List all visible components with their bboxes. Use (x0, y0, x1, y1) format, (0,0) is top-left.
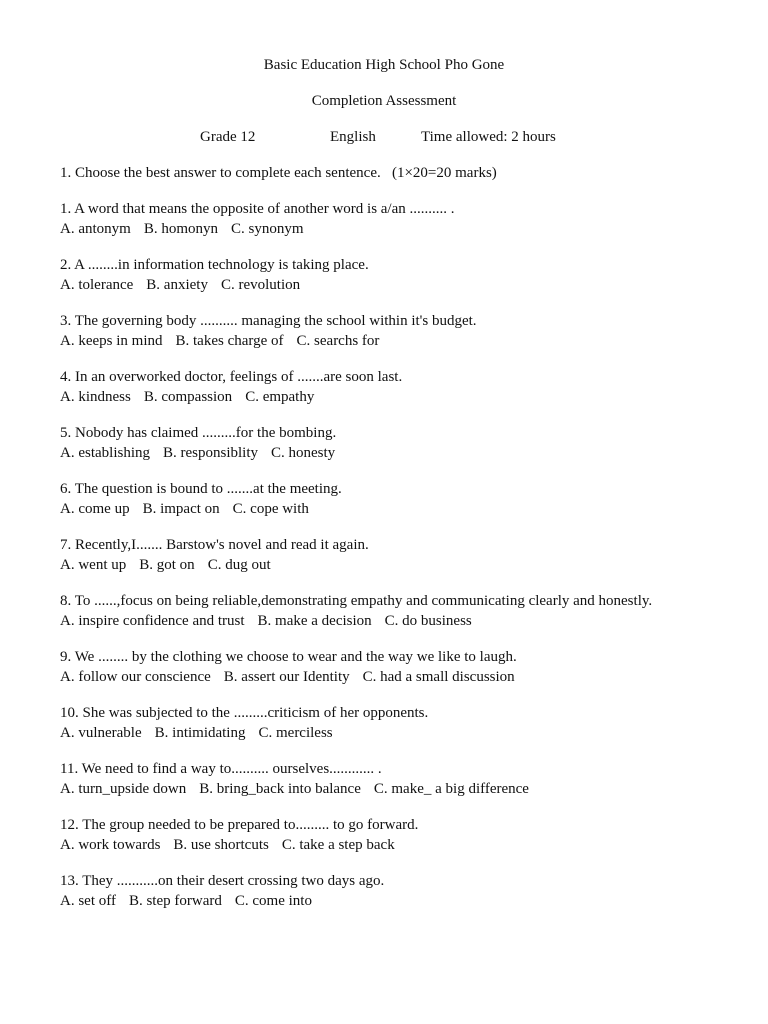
answer-options (60, 331, 680, 351)
question-item (60, 535, 680, 575)
time-allowed-label: Time allowed: 2 hours (421, 129, 556, 145)
answer-option: B. assert our Identity (223, 669, 350, 685)
question-stem: 12. The group needed to be prepared to......... to go forward. (60, 817, 419, 833)
answer-option: C. make_ a big difference (373, 781, 529, 797)
answer-option: B. got on (139, 557, 195, 573)
question-stem: 1. A word that means the opposite of another word is a/an .......... . (60, 201, 455, 217)
answer-options (60, 835, 680, 855)
question-item (60, 479, 680, 519)
question-stem: 6. The question is bound to .......at the meeting. (60, 481, 342, 497)
answer-option: C. revolution (220, 277, 301, 293)
answer-option: A. turn_upside down (60, 781, 187, 797)
answer-option: A. tolerance (60, 277, 134, 293)
answer-option: B. make a decision (257, 613, 372, 629)
answer-options (60, 219, 680, 239)
question-item (60, 199, 680, 239)
answer-options (60, 723, 680, 743)
subject-label: English (330, 129, 376, 145)
question-item (60, 591, 680, 631)
question-stem: 10. She was subjected to the .........criticism of her opponents. (60, 705, 429, 721)
question-item (60, 255, 680, 295)
answer-option: C. take a step back (281, 837, 395, 853)
answer-options (60, 443, 680, 463)
question-stem: 13. They ...........on their desert crossing two days ago. (60, 873, 385, 889)
answer-option: C. come into (234, 893, 312, 909)
answer-option: C. synonym (231, 221, 304, 237)
answer-option: A. work towards (60, 837, 161, 853)
grade-label: Grade 12 (200, 129, 256, 145)
answer-option: B. takes charge of (175, 333, 284, 349)
answer-options (60, 275, 680, 295)
question-list (60, 199, 680, 927)
question-item (60, 647, 680, 687)
answer-option: C. had a small discussion (362, 669, 515, 685)
question-item (60, 759, 680, 799)
answer-option: A. kindness (60, 389, 131, 405)
answer-option: A. keeps in mind (60, 333, 163, 349)
question-stem: 2. A ........in information technology is taking place. (60, 257, 369, 273)
answer-options (60, 611, 680, 631)
answer-option: B. homonyn (143, 221, 219, 237)
answer-option: C. empathy (245, 389, 315, 405)
question-stem: 4. In an overworked doctor, feelings of .......are soon last. (60, 369, 403, 385)
question-stem: 11. We need to find a way to.......... ourselves............ . (60, 761, 382, 777)
answer-options (60, 499, 680, 519)
answer-options (60, 779, 680, 799)
question-item (60, 423, 680, 463)
answer-option: C. honesty (271, 445, 336, 461)
school-name: Basic Education High School Pho Gone (263, 57, 505, 73)
question-item (60, 703, 680, 743)
question-item (60, 871, 680, 911)
answer-option: C. merciless (258, 725, 333, 741)
answer-option: A. set off (60, 893, 116, 909)
answer-option: B. anxiety (146, 277, 208, 293)
question-stem: 8. To ......,focus on being reliable,demonstrating empathy and communicating clearly and honestly. (60, 593, 653, 609)
section-instruction: 1. Choose the best answer to complete each sentence. (1×20=20 marks) (60, 165, 497, 181)
answer-option: B. step forward (128, 893, 222, 909)
answer-option: C. searchs for (296, 333, 380, 349)
answer-option: B. impact on (142, 501, 220, 517)
assessment-title: Completion Assessment (311, 93, 457, 109)
answer-options (60, 387, 680, 407)
answer-option: C. do business (384, 613, 472, 629)
question-stem: 5. Nobody has claimed .........for the bombing. (60, 425, 337, 441)
exam-meta-row (0, 127, 768, 147)
question-item (60, 815, 680, 855)
answer-option: B. bring_back into balance (199, 781, 361, 797)
question-item (60, 311, 680, 351)
answer-option: C. cope with (232, 501, 309, 517)
answer-option: A. went up (60, 557, 127, 573)
answer-option: B. responsiblity (163, 445, 259, 461)
question-stem: 9. We ........ by the clothing we choose to wear and the way we like to laugh. (60, 649, 517, 665)
answer-option: A. vulnerable (60, 725, 142, 741)
answer-option: B. use shortcuts (173, 837, 269, 853)
answer-option: A. follow our conscience (60, 669, 211, 685)
answer-option: C. dug out (207, 557, 271, 573)
answer-option: B. compassion (143, 389, 233, 405)
answer-option: B. intimidating (154, 725, 246, 741)
question-stem: 3. The governing body .......... managing the school within it's budget. (60, 313, 477, 329)
answer-option: A. come up (60, 501, 130, 517)
answer-option: A. establishing (60, 445, 150, 461)
question-stem: 7. Recently,I....... Barstow's novel and read it again. (60, 537, 369, 553)
question-item (60, 367, 680, 407)
answer-options (60, 891, 680, 911)
answer-options (60, 555, 680, 575)
answer-option: A. antonym (60, 221, 131, 237)
answer-option: A. inspire confidence and trust (60, 613, 245, 629)
answer-options (60, 667, 680, 687)
